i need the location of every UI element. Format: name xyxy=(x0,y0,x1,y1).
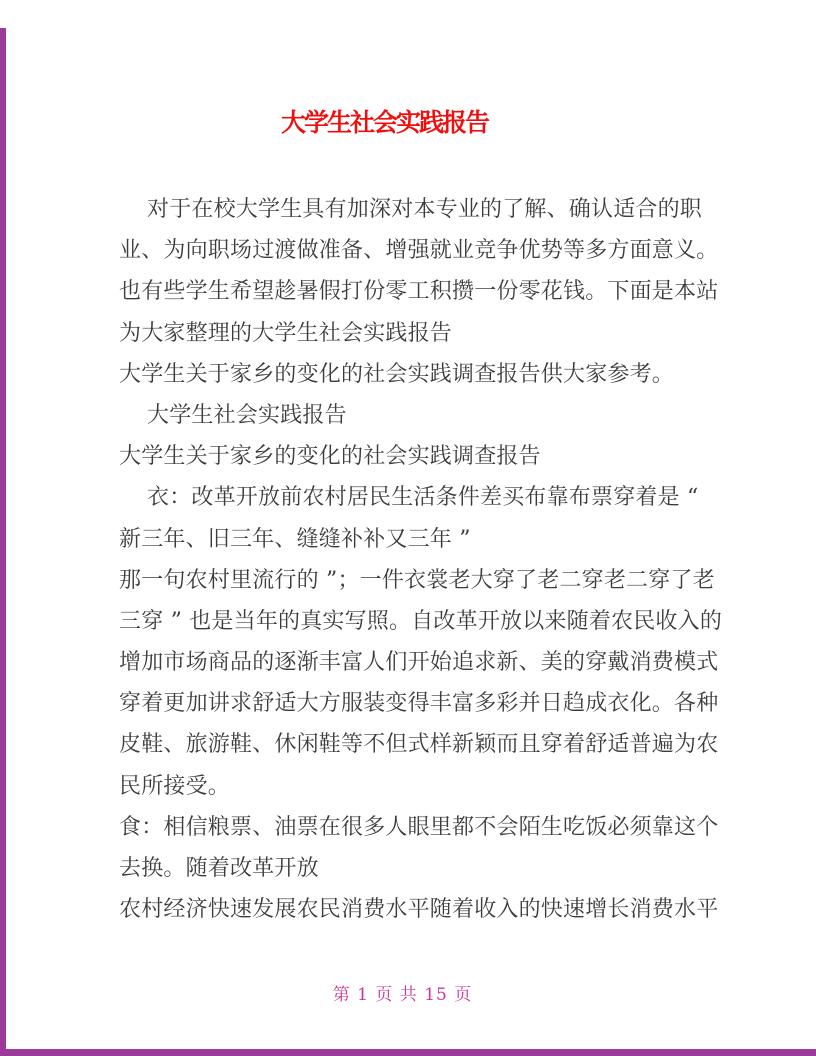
body-line: 三穿 ” 也是当年的真实写照。自改革开放以来随着农民收入的 xyxy=(119,608,723,634)
body-line: 去换。随着改革开放 xyxy=(119,856,319,881)
page-border-bottom xyxy=(0,1049,816,1056)
body-line: 对于在校大学生具有加深对本专业的了解、确认适合的职 xyxy=(147,197,703,222)
body-line: 新三年、旧三年、缝缝补补又三年 ” xyxy=(119,526,471,552)
body-line: 增加市场商品的逐渐丰富人们开始追求新、美的穿戴消费模式 xyxy=(119,650,719,676)
body-line: 民所接受。 xyxy=(119,773,231,799)
body-line: 也有些学生希望趁暑假打份零工积攒一份零花钱。下面是本站 xyxy=(119,279,719,305)
body-line: 大学生社会实践报告 xyxy=(147,402,347,428)
document-title: 大学生社会实践报告 xyxy=(281,108,489,137)
body-line: 大学生关于家乡的变化的社会实践调查报告 xyxy=(119,444,541,470)
body-line: 食：相信粮票、油票在很多人眼里都不会陌生吃饭必须靠这个 xyxy=(119,814,719,840)
body-line: 大学生关于家乡的变化的社会实践调查报告供大家参考。 xyxy=(119,361,675,387)
body-line: 皮鞋、旅游鞋、休闲鞋等不但式样新颖而且穿着舒适普遍为农 xyxy=(119,732,719,758)
body-line: 衣：改革开放前农村居民生活条件差买布靠布票穿着是 “ xyxy=(147,485,699,511)
body-line: 那一句农村里流行的 ”；一件衣裳老大穿了老二穿老二穿了老 xyxy=(119,567,715,593)
page-number-footer: 第 1 页 共 15 页 xyxy=(332,985,473,1005)
body-line: 为大家整理的大学生社会实践报告 xyxy=(119,320,453,346)
body-line: 业、为向职场过渡做准备、增强就业竞争优势等多方面意义。 xyxy=(119,238,719,264)
page-border-left xyxy=(0,28,6,1056)
body-line: 穿着更加讲求舒适大方服装变得丰富多彩并日趋成衣化。各种 xyxy=(119,691,719,717)
body-line: 农村经济快速发展农民消费水平随着收入的快速增长消费水平 xyxy=(119,897,719,923)
document-body xyxy=(119,189,759,930)
